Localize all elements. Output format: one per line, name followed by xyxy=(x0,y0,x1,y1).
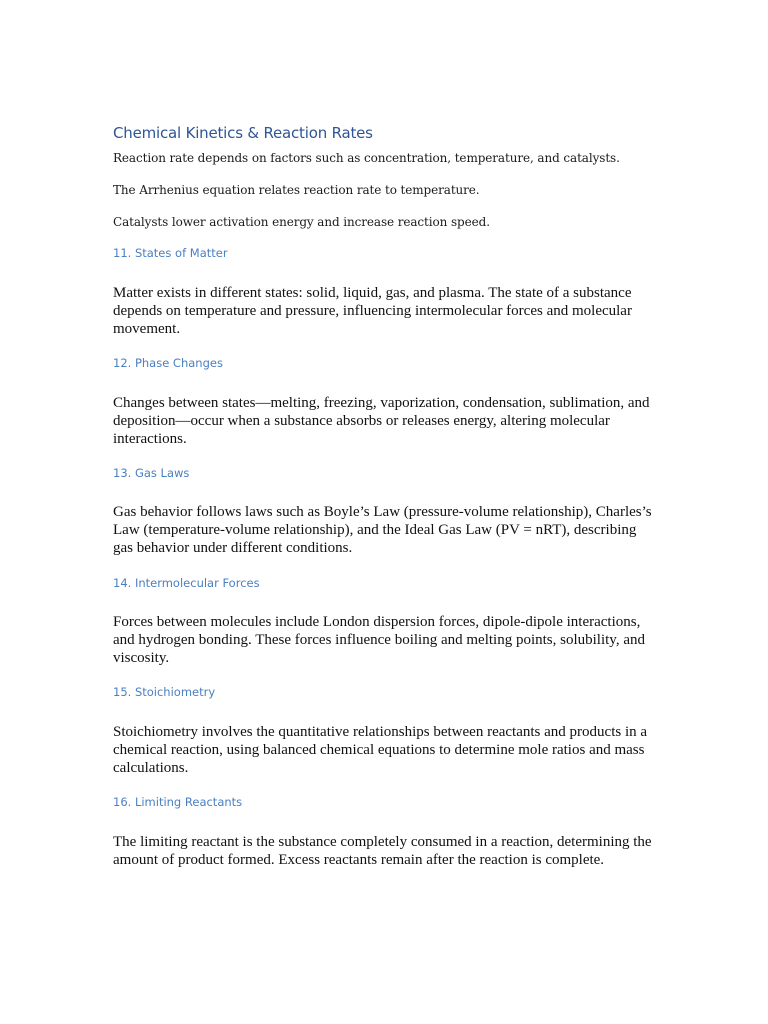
section-heading: 11. States of Matter xyxy=(113,246,228,260)
intro-paragraph: Catalysts lower activation energy and increase reaction speed. xyxy=(113,215,490,229)
section-body: Changes between states—melting, freezing, vaporization, condensation, sublimation, and deposition—occur when a substance absorbs or releases energy, altering molecular interactions. xyxy=(113,395,650,447)
section-body: Gas behavior follows laws such as Boyle’s Law (pressure-volume relationship), Charles’s Law (temperature-volume relationship), and the Ideal Gas Law (PV = nRT), describing gas behavior under different conditions. xyxy=(113,504,652,556)
section-body: Matter exists in different states: solid, liquid, gas, and plasma. The state of a substance depends on temperature and pressure, influencing intermolecular forces and molecular movement. xyxy=(113,285,632,337)
section-heading: 14. Intermolecular Forces xyxy=(113,576,260,590)
intro-paragraph: The Arrhenius equation relates reaction rate to temperature. xyxy=(113,183,480,197)
section-body: Stoichiometry involves the quantitative relationships between reactants and products in a chemical reaction, using balanced chemical equations to determine mole ratios and mass calculations. xyxy=(113,724,648,776)
section-heading: 12. Phase Changes xyxy=(113,356,223,370)
section-heading: 16. Limiting Reactants xyxy=(113,795,243,809)
section-heading: 15. Stoichiometry xyxy=(113,685,216,699)
section-body: The limiting reactant is the substance completely consumed in a reaction, determining the amount of product formed. Excess reactants remain after the reaction is complete. xyxy=(113,834,652,868)
document-title: Chemical Kinetics & Reaction Rates xyxy=(113,124,373,142)
section-body: Forces between molecules include London dispersion forces, dipole-dipole interactions, and hydrogen bonding. These forces influence boiling and melting points, solubility, and viscosity. xyxy=(113,614,645,666)
section-heading: 13. Gas Laws xyxy=(113,466,190,480)
intro-paragraph: Reaction rate depends on factors such as concentration, temperature, and catalysts. xyxy=(113,151,620,165)
